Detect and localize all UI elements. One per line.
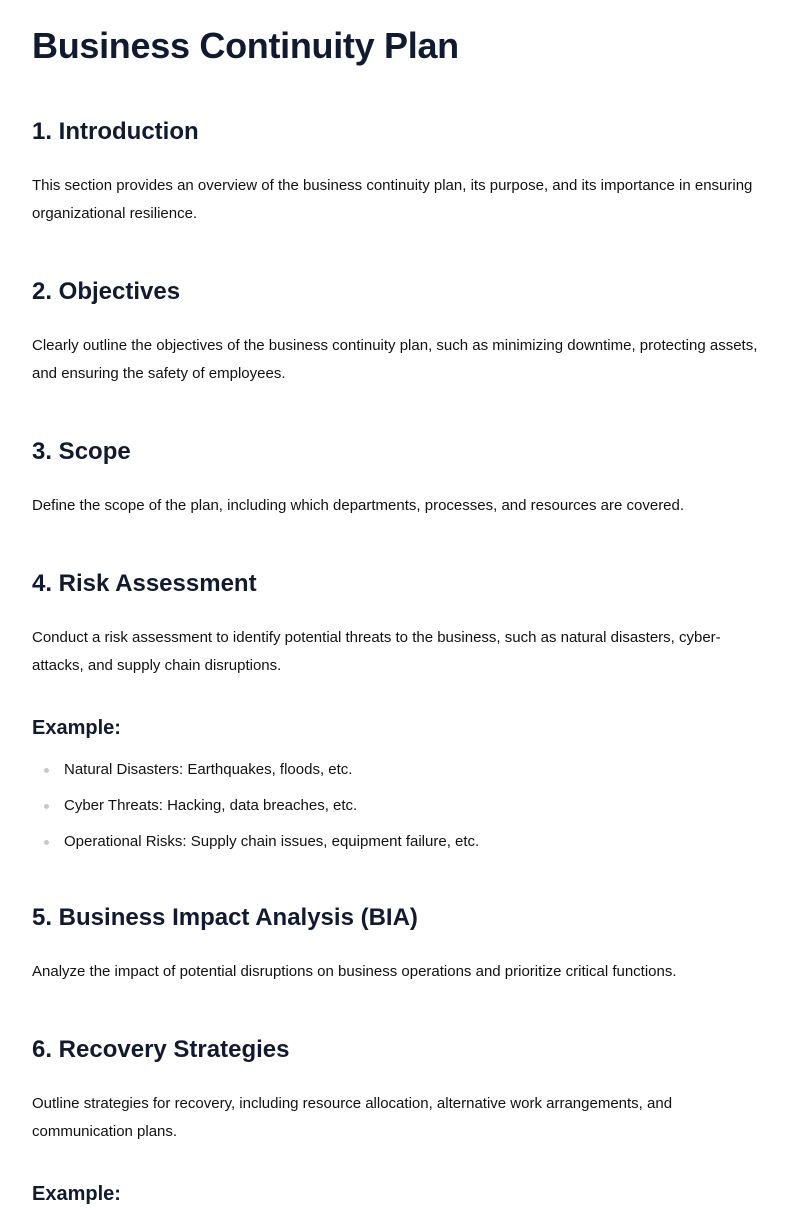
- bullet-icon: [44, 768, 49, 773]
- list-item-text: Operational Risks: Supply chain issues, equipment failure, etc.: [64, 833, 480, 850]
- section-heading: 1. Introduction: [32, 118, 199, 145]
- section-heading: 5. Business Impact Analysis (BIA): [32, 904, 418, 931]
- section-heading: 6. Recovery Strategies: [32, 1036, 290, 1063]
- section-body: Analyze the impact of potential disruptions on business operations and prioritize critical functions.: [32, 963, 677, 980]
- section-body: Outline strategies for recovery, including resource allocation, alternative work arrangements, and communication plans.: [32, 1095, 673, 1140]
- bullet-icon: [44, 804, 49, 809]
- section-heading: 2. Objectives: [32, 278, 181, 305]
- section-recovery-strategies: [32, 1034, 768, 1208]
- section-body: Define the scope of the plan, including which departments, processes, and resources are covered.: [32, 497, 685, 514]
- section-business-impact-analysis: [32, 902, 768, 986]
- list-item: [32, 830, 768, 854]
- list-item: [32, 794, 768, 818]
- section-body: This section provides an overview of the business continuity plan, its purpose, and its importance in ensuring organizational resilience.: [32, 177, 753, 222]
- example-heading: Example:: [32, 1183, 121, 1205]
- example-list: [32, 758, 768, 854]
- list-item-text: Cyber Threats: Hacking, data breaches, etc.: [64, 797, 358, 814]
- section-objectives: [32, 276, 768, 388]
- section-scope: [32, 436, 768, 520]
- section-body: Conduct a risk assessment to identify potential threats to the business, such as natural disasters, cyber-attacks, and supply chain disruptions.: [32, 629, 721, 674]
- example-heading: Example:: [32, 717, 121, 739]
- section-heading: 3. Scope: [32, 438, 131, 465]
- list-item-text: Natural Disasters: Earthquakes, floods, etc.: [64, 761, 353, 778]
- document-title: Business Continuity Plan: [32, 25, 459, 66]
- section-heading: 4. Risk Assessment: [32, 570, 257, 597]
- list-item: [32, 758, 768, 782]
- section-introduction: [32, 116, 768, 228]
- section-risk-assessment: [32, 568, 768, 854]
- bullet-icon: [44, 840, 49, 845]
- section-body: Clearly outline the objectives of the business continuity plan, such as minimizing downtime, protecting assets, and ensuring the safety of employees.: [32, 337, 758, 382]
